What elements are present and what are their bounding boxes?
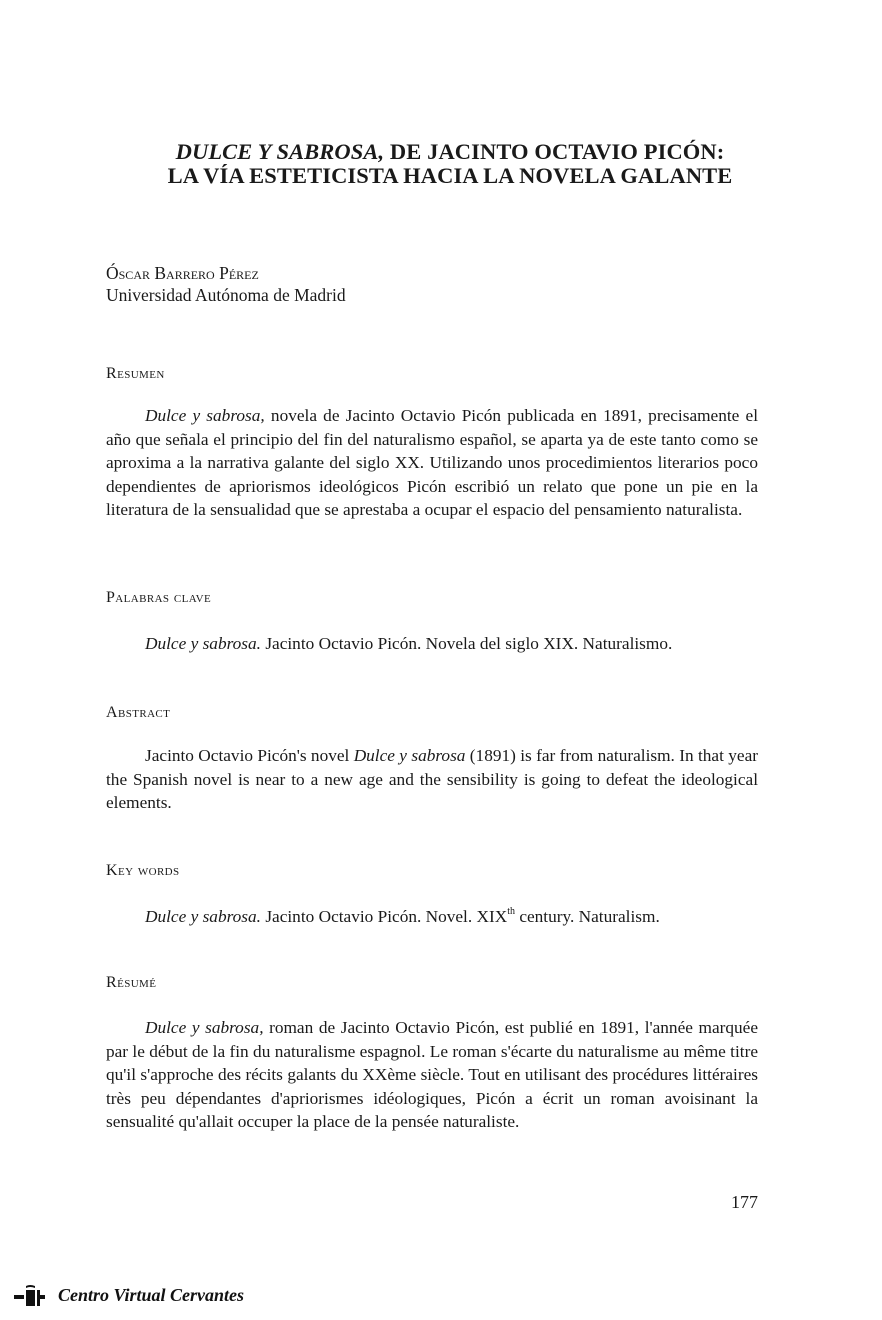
abstract-italic: Dulce y sabrosa [353, 746, 466, 765]
key-words-lead: Dulce y sabrosa. [145, 907, 261, 926]
palabras-clave-lead: Dulce y sabrosa. [145, 634, 261, 653]
page-number: 177 [731, 1192, 758, 1212]
resumen-heading: Resumen [106, 365, 165, 382]
resume-paragraph [106, 1016, 758, 1134]
abstract-paragraph [106, 744, 758, 815]
author-affiliation: Universidad Autónoma de Madrid [106, 285, 346, 305]
palabras-clave-heading: Palabras clave [106, 589, 212, 606]
author-block [106, 262, 346, 306]
resumen-lead: Dulce y sabrosa, [145, 406, 265, 425]
article-title [100, 140, 800, 188]
title-line-2: LA VÍA ESTETICISTA HACIA LA NOVELA GALANTE [167, 163, 733, 188]
cervantes-logo-icon [14, 1284, 52, 1306]
footer-brand[interactable] [14, 1284, 244, 1306]
resumen-text: novela de Jacinto Octavio Picón publicada en 1891, precisamente el año que señala el principio del fin del naturalismo español, se aparta ya de este tanto como se aproxima a la narrativa galante del siglo XX. Utilizando unos procedimientos literarios poco dependientes de apriorismos ideológicos Picón escribió un relato que pone un pie en la literatura de la sensualidad que se aprestaba a ocupar el espacio del pensamiento naturalista. [106, 406, 758, 519]
abstract-text-after: (1891) is far from naturalism. In that year the Spanish novel is near to a new age and the sensibility is going to defeat the ideological elements. [106, 746, 758, 812]
abstract-text-before: Jacinto Octavio Picón's novel [145, 746, 354, 765]
resumen-paragraph [106, 404, 758, 522]
title-italic: DULCE Y SABROSA, [175, 139, 385, 164]
title-line-1 [100, 140, 800, 164]
resume-heading: Résumé [106, 974, 157, 991]
palabras-clave-text [145, 632, 765, 655]
resume-text: roman de Jacinto Octavio Picón, est publié en 1891, l'année marquée par le début de la fin du naturalisme espagnol. Le roman s'écarte du naturalisme au même titre qu'il s'approche des récits galants du XXème siècle. Tout en utilisant des procédures littéraires très peu dépendantes d'apriorismes idéologiques, Picón a écrit un roman avoisinant la sensualité qu'allait occuper la place de la pensée naturaliste. [106, 1018, 758, 1131]
key-words-heading: Key words [106, 862, 180, 879]
abstract-heading: Abstract [106, 704, 171, 721]
footer-brand-text: Centro Virtual Cervantes [58, 1284, 245, 1305]
title-line-1-rest: DE JACINTO OCTAVIO PICÓN: [384, 139, 725, 164]
key-words-sup: th [507, 906, 515, 917]
key-words-body: Jacinto Octavio Picón. Novel. XIX [261, 907, 508, 926]
key-words-text [145, 905, 765, 928]
resume-lead: Dulce y sabrosa, [145, 1018, 264, 1037]
key-words-body-end: century. Naturalism. [515, 907, 660, 926]
palabras-clave-body: Jacinto Octavio Picón. Novela del siglo XIX. Naturalismo. [261, 634, 673, 653]
author-name: Óscar Barrero Pérez [106, 263, 259, 283]
